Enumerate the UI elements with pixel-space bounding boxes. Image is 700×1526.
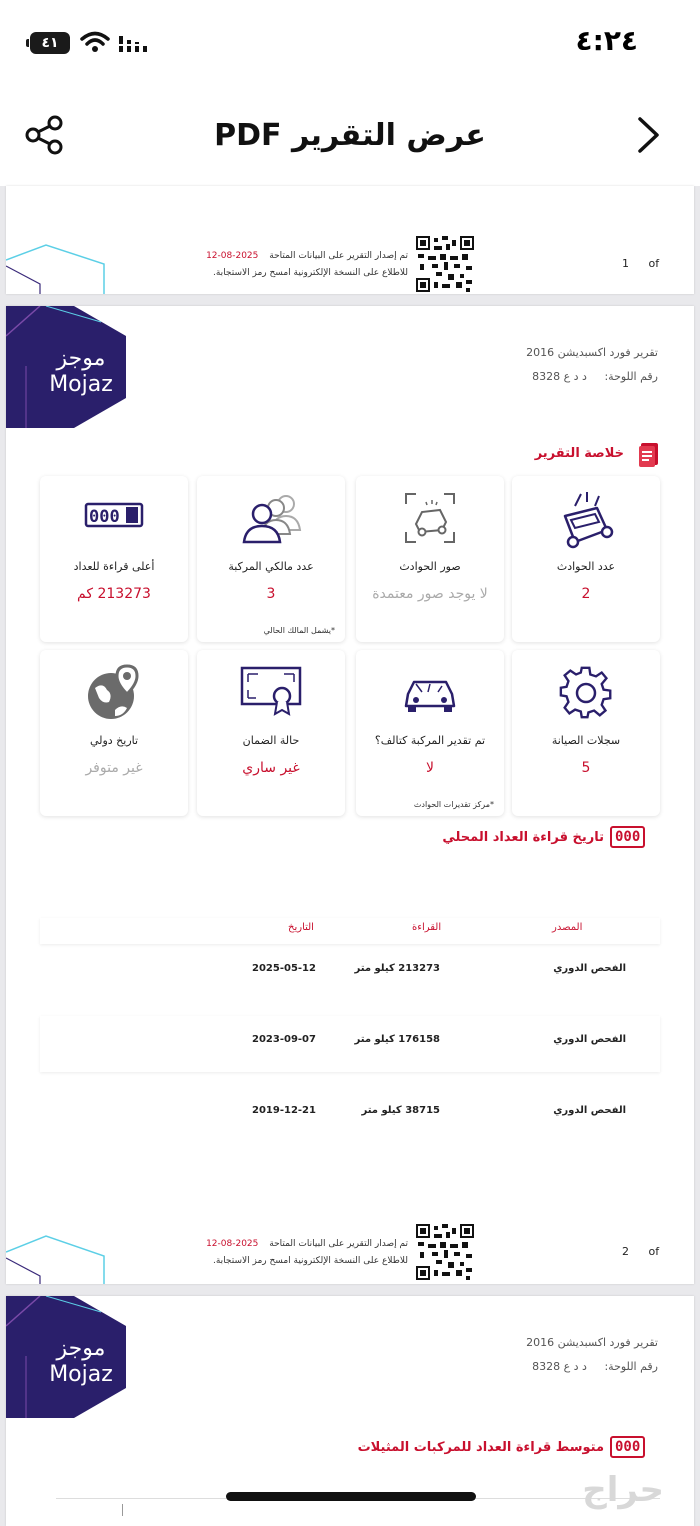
card-warranty-status-value: غير ساري (242, 760, 300, 776)
page-footer-info (196, 248, 408, 282)
card-owner-count-value: 3 (266, 586, 276, 602)
card-maintenance-records[interactable] (512, 650, 660, 816)
logo-english: Mojaz (49, 1362, 113, 1387)
card-owner-count-note: *يشمل المالك الحالي (263, 626, 335, 635)
qr-code[interactable] (416, 1224, 474, 1280)
row-reading: 213273 كيلو متر (354, 963, 440, 974)
vehicle-title: تقرير فورد اكسبديشن 2016 (526, 1336, 658, 1349)
logo-arabic: موجز (56, 346, 106, 371)
plate-info (358, 1360, 658, 1373)
card-accident-count-label: عدد الحوادث (556, 560, 616, 573)
card-accident-count[interactable] (512, 476, 660, 642)
footer-date: 2025-08-12 (206, 251, 259, 261)
plate-value: د د ع 8328 (532, 370, 587, 383)
owners-icon (238, 490, 304, 544)
footer-scan-text: للاطلاع على النسخة الإلكترونية امسح رمز الاستجابة. (213, 268, 408, 278)
footer-date: 2025-08-12 (206, 1239, 259, 1249)
logo-arabic: موجز (56, 1336, 106, 1361)
odometer-icon (84, 498, 144, 538)
clock-time: ٤:٢٤ (575, 24, 638, 57)
card-accident-photos-value: لا يوجد صور معتمدة (372, 586, 488, 602)
row-source: الفحص الدوري (553, 963, 626, 974)
card-international-history-label: تاريخ دولي (89, 734, 139, 747)
card-max-odometer-label: أعلى قراءة للعداد (73, 560, 155, 573)
card-total-loss-value: لا (426, 760, 434, 776)
odometer-badge-icon: 000 (610, 1436, 645, 1458)
card-max-odometer[interactable] (40, 476, 188, 642)
card-max-odometer-value: 213273 كم (77, 586, 151, 602)
card-owner-count[interactable] (197, 476, 345, 642)
cellular-signal-icon (118, 34, 152, 54)
card-international-history[interactable] (40, 650, 188, 816)
row-date: 2023-09-07 (252, 1034, 316, 1045)
column-header-reading: القراءة (412, 922, 442, 933)
share-icon[interactable] (24, 114, 66, 156)
row-reading: 176158 كيلو متر (354, 1034, 440, 1045)
qr-code[interactable] (416, 236, 474, 292)
card-maintenance-records-label: سجلات الصيانة (551, 734, 621, 747)
warranty-certificate-icon (240, 664, 302, 716)
row-date: 2019-12-21 (252, 1105, 316, 1116)
footer-issued-text: تم إصدار التقرير على البيانات المتاحة (269, 251, 408, 261)
home-indicator[interactable] (226, 1492, 476, 1501)
mojaz-logo-text (36, 346, 126, 398)
odometer-badge-icon: 000 (610, 826, 645, 848)
accident-photo-icon (402, 490, 458, 546)
page-footer-info (196, 1236, 408, 1270)
damaged-car-icon (402, 672, 458, 716)
plate-info (358, 370, 658, 383)
mojaz-logo-text (36, 1336, 126, 1388)
chart-axis-line (122, 1504, 123, 1516)
gear-icon (558, 664, 614, 720)
car-crash-icon (557, 490, 615, 550)
page-number-value: 2 (622, 1245, 629, 1258)
average-odometer-title: متوسط قراءة العداد للمركبات المثيلات (357, 1440, 604, 1455)
page-of-label: of (648, 1245, 660, 1258)
logo-english: Mojaz (49, 372, 113, 397)
card-international-history-value: غير متوفر (85, 760, 143, 776)
card-accident-photos[interactable] (356, 476, 504, 642)
report-document-icon (638, 442, 660, 468)
table-row (40, 1016, 660, 1072)
vehicle-title: تقرير فورد اكسبديشن 2016 (526, 346, 658, 359)
decorative-hexagon-lines (6, 1230, 116, 1284)
card-accident-count-value: 2 (581, 586, 591, 602)
globe-location-icon (85, 664, 143, 722)
row-date: 2025-05-12 (252, 963, 316, 974)
battery-indicator: ٤١ (30, 32, 70, 54)
page-number (622, 1245, 659, 1258)
decorative-hexagon-lines (6, 240, 116, 294)
card-maintenance-records-value: 5 (581, 760, 591, 776)
card-total-loss-label: تم تقدير المركبة كتالف؟ (374, 734, 486, 747)
card-accident-photos-label: صور الحوادث (399, 560, 461, 573)
row-reading: 38715 كيلو متر (361, 1105, 440, 1116)
row-source: الفحص الدوري (553, 1105, 626, 1116)
card-warranty-status-label: حالة الضمان (242, 734, 300, 747)
plate-label: رقم اللوحة: (604, 1360, 658, 1373)
footer-issued-text: تم إصدار التقرير على البيانات المتاحة (269, 1239, 408, 1249)
card-total-loss-note: *مركز تقديرات الحوادث (413, 800, 494, 809)
plate-value: د د ع 8328 (532, 1360, 587, 1373)
page-number (622, 257, 659, 270)
page-of-label: of (648, 257, 660, 270)
haraj-watermark: حراج (582, 1470, 664, 1510)
odometer-history-title: تاريخ قراءة العداد المحلي (442, 830, 604, 845)
row-source: الفحص الدوري (553, 1034, 626, 1045)
card-warranty-status[interactable] (197, 650, 345, 816)
wifi-icon (80, 30, 110, 54)
plate-label: رقم اللوحة: (604, 370, 658, 383)
back-chevron-icon[interactable] (636, 116, 662, 154)
column-header-source: المصدر (552, 922, 583, 933)
card-total-loss[interactable] (356, 650, 504, 816)
page-number-value: 1 (622, 257, 629, 270)
summary-title: خلاصة التقرير (534, 446, 624, 461)
table-row (40, 1086, 660, 1142)
page-title: عرض التقرير PDF (214, 118, 486, 153)
column-header-date: التاريخ (288, 922, 314, 933)
svg-text:000: 000 (89, 507, 120, 527)
table-row (40, 944, 660, 1016)
footer-scan-text: للاطلاع على النسخة الإلكترونية امسح رمز الاستجابة. (213, 1256, 408, 1266)
card-owner-count-label: عدد مالكي المركبة (228, 560, 314, 573)
